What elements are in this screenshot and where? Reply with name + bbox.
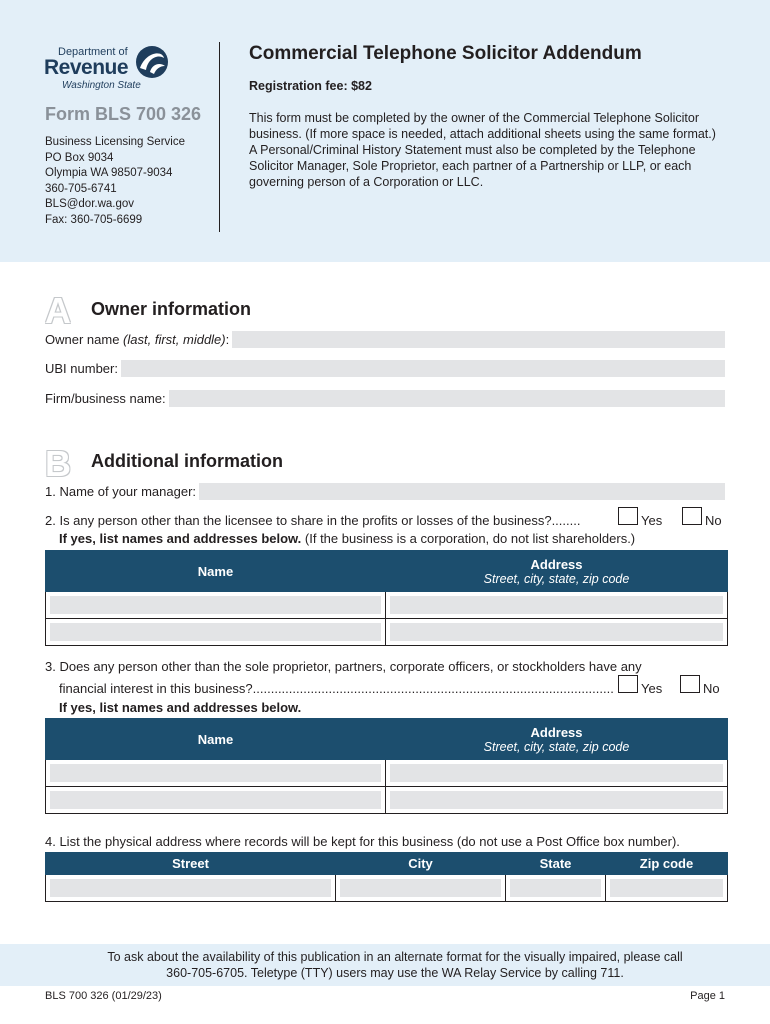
accessibility-note-line1: To ask about the availability of this publication in an alternate format for the visually impaired, please call (107, 950, 683, 964)
logo-dept: Department of (58, 46, 128, 58)
state-header: State (506, 853, 606, 875)
contact-line: Business Licensing Service (45, 136, 185, 148)
q3-no-checkbox[interactable] (680, 675, 700, 693)
q2-yes-label: Yes (641, 513, 663, 528)
form-number: Form BLS 700 326 (45, 104, 202, 124)
contact-line: Fax: 360-705-6699 (45, 213, 143, 226)
owner-name-input[interactable] (232, 331, 725, 348)
q2-address-header: Address Street, city, state, zip code (386, 551, 728, 592)
zip-header: Zip code (606, 853, 728, 875)
form-code: BLS 700 326 (01/29/23) (45, 990, 162, 1002)
logo-state: Washington State (62, 80, 141, 91)
manager-input[interactable] (199, 483, 725, 500)
city-header: City (336, 853, 506, 875)
question-3-text-line1: 3. Does any person other than the sole proprietor, partners, corporate officers, or stockholders have any (45, 659, 642, 674)
registration-fee: Registration fee: $82 (249, 79, 372, 93)
intro-paragraph-2: A Personal/Criminal History Statement must also be completed by the Telephone Solicitor Manager, Sole Proprietor, each partner of a Partnership or LLP, or each governing person of a Corporation or LLC. (249, 143, 696, 189)
firm-name-row (45, 389, 725, 407)
contact-block (45, 135, 185, 228)
q3-name-cell[interactable] (46, 760, 386, 787)
q3-address-cell[interactable] (386, 787, 728, 814)
section-b-title: Additional information (91, 451, 283, 471)
q3-instructions: If yes, list names and addresses below. (59, 700, 302, 715)
q3-name-header: Name (46, 719, 386, 760)
state-cell[interactable] (506, 875, 606, 902)
contact-line: 360-705-6741 (45, 182, 117, 195)
dor-logo (44, 42, 174, 94)
contact-line: Olympia WA 98507-9034 (45, 167, 173, 179)
question-3-text-line2: financial interest in this business?.................................................................................................... (59, 681, 614, 696)
q2-name-cell[interactable] (46, 592, 386, 619)
ubi-label: UBI number: (45, 360, 118, 376)
section-b-letter: B (45, 443, 71, 484)
firm-name-label: Firm/business name: (45, 390, 166, 406)
section-a-title: Owner information (91, 299, 252, 319)
ubi-input[interactable] (121, 360, 725, 377)
table-row (46, 787, 728, 814)
street-cell[interactable] (46, 875, 336, 902)
q3-address-header: Address Street, city, state, zip code (386, 719, 728, 760)
accessibility-note (60, 949, 730, 981)
q2-address-cell[interactable] (386, 592, 728, 619)
q2-name-cell[interactable] (46, 619, 386, 646)
q2-name-header: Name (46, 551, 386, 592)
q2-persons-table (45, 550, 728, 646)
header-divider (219, 42, 220, 232)
q3-persons-table (45, 718, 728, 814)
q3-yes-label: Yes (641, 681, 663, 696)
owner-name-label: Owner name (last, first, middle): (45, 331, 230, 347)
q2-address-cell[interactable] (386, 619, 728, 646)
q2-no-label: No (705, 513, 722, 528)
q2-instructions: If yes, list names and addresses below. (If the business is a corporation, do not list shareholders.) (59, 531, 636, 546)
manager-label: 1. Name of your manager: (45, 483, 197, 499)
ubi-row (45, 359, 725, 377)
q3-yes-checkbox[interactable] (618, 675, 638, 693)
question-4-text: 4. List the physical address where records will be kept for this business (do not use a Post Office box number). (45, 834, 680, 849)
owner-name-row (45, 330, 725, 348)
firm-name-input[interactable] (169, 390, 725, 407)
city-cell[interactable] (336, 875, 506, 902)
table-row (46, 592, 728, 619)
q3-address-cell[interactable] (386, 760, 728, 787)
table-row (46, 875, 728, 902)
q2-yes-checkbox[interactable] (618, 507, 638, 525)
q3-no-label: No (703, 681, 720, 696)
accessibility-note-line2: 360-705-6705. Teletype (TTY) users may use the WA Relay Service by calling 711. (166, 966, 624, 980)
form-title: Commercial Telephone Solicitor Addendum (249, 43, 642, 64)
q3-name-cell[interactable] (46, 787, 386, 814)
question-2-text: 2. Is any person other than the licensee to share in the profits or losses of the business?........ (45, 513, 581, 528)
contact-line: PO Box 9034 (45, 151, 114, 164)
section-a-letter: A (45, 290, 71, 331)
table-row (46, 760, 728, 787)
logo-name: Revenue (44, 56, 129, 79)
page-number: Page 1 (690, 990, 725, 1002)
manager-row (45, 482, 725, 500)
zip-cell[interactable] (606, 875, 728, 902)
revenue-swirl-icon (132, 42, 170, 82)
contact-email: BLS@dor.wa.gov (45, 198, 135, 210)
table-row (46, 619, 728, 646)
intro-text (249, 110, 739, 190)
q2-no-checkbox[interactable] (682, 507, 702, 525)
records-address-table (45, 852, 728, 902)
street-header: Street (46, 853, 336, 875)
intro-paragraph-1: This form must be completed by the owner of the Commercial Telephone Solicitor business. (If more space is needed, attach additional sheets using the same format.) (249, 111, 716, 141)
